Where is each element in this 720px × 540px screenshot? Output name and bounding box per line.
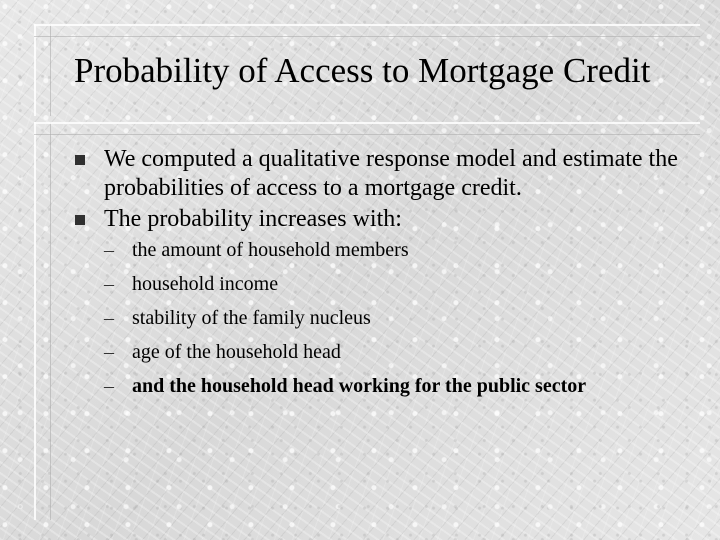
body-frame-left-line [34,122,51,520]
sub-bullet-item [104,238,700,262]
sub-bullet-text: household income [132,273,279,295]
dash-bullet-icon: – [104,273,114,295]
bullet-item [75,205,700,234]
sub-bullet-text: the amount of household members [132,239,409,261]
dash-bullet-icon: – [104,375,114,397]
sub-bullet-text: stability of the family nucleus [132,307,371,329]
slide-content [75,145,700,408]
bullet-text: The probability increases with: [104,206,402,232]
sub-bullet-item [104,306,700,330]
bullet-item [75,145,700,203]
dash-bullet-icon: – [104,341,114,363]
sub-bullet-item [104,374,700,398]
title-frame-left-line [34,24,51,116]
body-frame-top-line [34,122,700,135]
sub-bullet-text: age of the household head [132,341,341,363]
sub-bullet-item [104,340,700,364]
bullet-text: We computed a qualitative response model and estimate the probabilities of access to a mortgage credit. [104,146,678,201]
dash-bullet-icon: – [104,239,114,261]
sub-bullet-list [75,238,700,398]
slide-title: Probability of Access to Mortgage Credit [74,51,651,90]
sub-bullet-text: and the household head working for the public sector [132,375,587,397]
dash-bullet-icon: – [104,307,114,329]
title-frame-top-line [34,24,700,37]
square-bullet-icon [75,215,85,225]
sub-bullet-item [104,272,700,296]
square-bullet-icon [75,155,85,165]
